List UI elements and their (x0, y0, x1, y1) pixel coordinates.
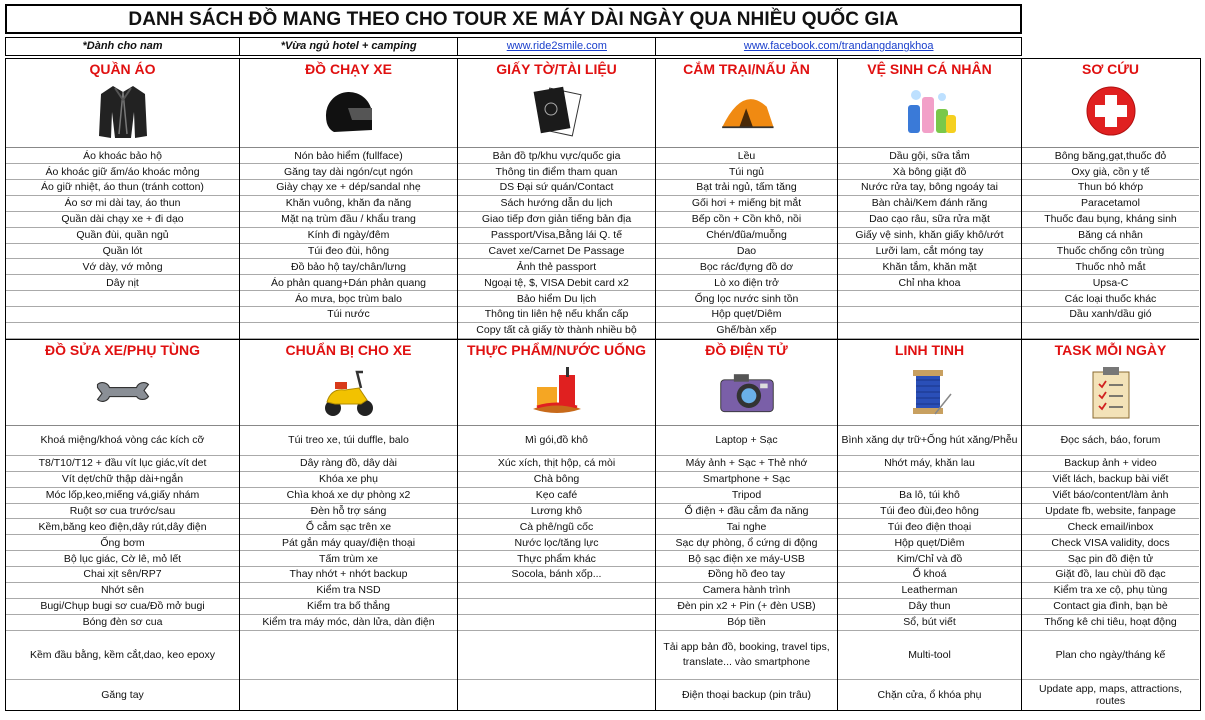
list-item: Lò xo điện trở (656, 275, 837, 291)
list-item: Nón bảo hiểm (fullface) (240, 148, 457, 164)
list-item: Móc lốp,keo,miếng vá,giấy nhám (6, 488, 239, 504)
list-item: Check VISA validity, docs (1022, 535, 1199, 551)
list-item: Kiểm tra NSD (240, 583, 457, 599)
section-title: ĐỒ CHẠY XE (305, 61, 392, 77)
list-item: Quần dài chạy xe + đi dạo (6, 212, 239, 228)
list-item: Dao cạo râu, sữa rửa mặt (838, 212, 1021, 228)
section-title: SƠ CỨU (1081, 61, 1139, 77)
list-item: Bếp cồn + Cồn khô, nồi (656, 212, 837, 228)
section-title: CẮM TRẠI/NẤU ĂN (683, 61, 810, 77)
toiletries-icon (900, 81, 960, 141)
list-item: Kiểm tra bố thắng (240, 599, 457, 615)
wrench-icon (93, 362, 153, 422)
list-item: Pát gắn máy quay/điện thoại (240, 535, 457, 551)
list-item: Dây thun (838, 599, 1021, 615)
list-item: Chà bông (458, 472, 655, 488)
list-item: Nước lọc/tăng lực (458, 535, 655, 551)
list-item: Túi đeo đùi, hông (240, 244, 457, 260)
list-item: Passport/Visa,Bằng lái Q. tế (458, 228, 655, 244)
list-item: Đèn hỗ trợ sáng (240, 504, 457, 520)
list-item: Thay nhớt + nhớt backup (240, 567, 457, 583)
section-header-clothes (6, 59, 239, 148)
scooter-icon (319, 362, 379, 422)
list-item: Áo sơ mi dài tay, áo thun (6, 196, 239, 212)
list-item: Kính đi ngày/đêm (240, 228, 457, 244)
list-item: Laptop + Sạc (656, 426, 837, 456)
list-item: Tấm trùm xe (240, 551, 457, 567)
list-item: Nước rửa tay, bông ngoáy tai (838, 180, 1021, 196)
jacket-icon (93, 81, 153, 141)
list-item: Plan cho ngày/tháng kế (1022, 631, 1199, 681)
section-header-daily-tasks (1022, 339, 1199, 426)
section-header-hygiene (838, 59, 1021, 148)
list-item: Cà phê/ngũ cốc (458, 519, 655, 535)
first-aid-icon (1081, 81, 1141, 141)
list-item: Chén/đũa/muỗng (656, 228, 837, 244)
list-item: Cavet xe/Carnet De Passage (458, 244, 655, 260)
list-item: Backup ảnh + video (1022, 456, 1199, 472)
list-item: Sách hướng dẫn du lịch (458, 196, 655, 212)
list-item: Multi-tool (838, 631, 1021, 681)
list-item: Viết báo/content/làm ảnh (1022, 488, 1199, 504)
list-item: Bóp tiền (656, 615, 837, 631)
page-title: DANH SÁCH ĐỒ MANG THEO CHO TOUR XE MÁY DÀI NGÀY QUA NHIỀU QUỐC GIA (5, 4, 1022, 34)
list-item: Check email/inbox (1022, 519, 1199, 535)
list-item: Bộ sạc điện xe máy-USB (656, 551, 837, 567)
list-item (6, 291, 239, 307)
list-item: Bản đồ tp/khu vực/quốc gia (458, 148, 655, 164)
subheader-row (5, 37, 1022, 56)
note-men: *Dành cho nam (5, 38, 240, 55)
list-item: Giao tiếp đơn giản tiếng bản địa (458, 212, 655, 228)
list-item: Viết lách, backup bài viết (1022, 472, 1199, 488)
list-item: Chìa khoá xe dự phòng x2 (240, 488, 457, 504)
list-item (458, 599, 655, 615)
list-item: Áo khoác giữ ấm/áo khoác mỏng (6, 164, 239, 180)
list-item: Khoá miệng/khoá vòng các kích cỡ (6, 426, 239, 456)
list-item (240, 631, 457, 681)
list-item: Bộ lục giác, Cờ lê, mỏ lết (6, 551, 239, 567)
list-item: Nhớt sên (6, 583, 239, 599)
checklist-icon (1081, 362, 1141, 422)
list-item: Kiểm tra xe cộ, phụ tùng (1022, 583, 1199, 599)
list-item: Chặn cửa, ổ khóa phụ (877, 688, 982, 701)
list-item: Bàn chải/Kem đánh răng (838, 196, 1021, 212)
list-item: Túi đeo đùi,đeo hông (838, 504, 1021, 520)
list-item (240, 323, 457, 339)
list-item: Áo khoác bảo hộ (6, 148, 239, 164)
list-item (458, 631, 655, 681)
list-item: Lưỡi lam, cắt móng tay (838, 244, 1021, 260)
list-item: Thông tin liên hệ nếu khẩn cấp (458, 307, 655, 323)
list-item: Quần đùi, quần ngủ (6, 228, 239, 244)
section-title: TASK MỖI NGÀY (1054, 341, 1167, 358)
list-item: Sạc pin đồ điện tử (1022, 551, 1199, 567)
list-item: Kềm,băng keo điện,dây rút,dây điện (6, 519, 239, 535)
list-item: Túi ngủ (656, 164, 837, 180)
list-item: Thuốc đau bụng, kháng sinh (1022, 212, 1199, 228)
list-item: Giặt đồ, lau chùi đồ đạc (1022, 567, 1199, 583)
section-header-repair (6, 339, 239, 426)
section-header-misc (838, 339, 1021, 426)
camera-icon (717, 362, 777, 422)
list-item: Vớ dày, vớ mỏng (6, 259, 239, 275)
list-item: Hộp quẹt/Diêm (656, 307, 837, 323)
note-hotel-camping: *Vừa ngủ hotel + camping (240, 38, 458, 55)
list-item: Sổ, bút viết (838, 615, 1021, 631)
list-item: Ống lọc nước sinh tồn (656, 291, 837, 307)
list-item: Xúc xích, thịt hộp, cá mòi (458, 456, 655, 472)
list-item: Dây nịt (6, 275, 239, 291)
list-item: Lều (656, 148, 837, 164)
list-item: Găng tay dài ngón/cụt ngón (240, 164, 457, 180)
list-item: Dao (656, 244, 837, 260)
column-2 (240, 59, 458, 710)
list-item: Paracetamol (1022, 196, 1199, 212)
list-item: Túi nước (240, 307, 457, 323)
list-item: Băng cá nhân (1022, 228, 1199, 244)
list-item: Mặt nạ trùm đầu / khẩu trang (240, 212, 457, 228)
list-item: Áo giữ nhiệt, áo thun (tránh cotton) (6, 180, 239, 196)
list-item: Găng tay (101, 688, 144, 701)
list-item (240, 680, 457, 710)
section-header-electronics (656, 339, 837, 426)
list-item: Thun bó khớp (1022, 180, 1199, 196)
list-item: Sạc dự phòng, ổ cứng di động (656, 535, 837, 551)
list-item: Quần lót (6, 244, 239, 260)
list-item: Bọc rác/đựng đồ dơ (656, 259, 837, 275)
list-item: Update app, maps, attractions, routes (1039, 682, 1182, 707)
list-item: Ba lô, túi khô (838, 488, 1021, 504)
list-item: Ổ điện + đầu cắm đa năng (656, 504, 837, 520)
section-title: QUẦN ÁO (89, 61, 156, 77)
list-item: Bóng đèn sơ cua (6, 615, 239, 631)
list-item (838, 472, 1021, 488)
fast-food-icon (527, 362, 587, 422)
list-item: Túi treo xe, túi duffle, balo (240, 426, 457, 456)
column-5 (838, 59, 1022, 710)
list-item: Thông tin điểm tham quan (458, 164, 655, 180)
list-item (1022, 323, 1199, 339)
list-item: Ống bơm (6, 535, 239, 551)
section-header-first-aid (1022, 59, 1199, 148)
section-header-riding-gear (240, 59, 457, 148)
list-item: Bảo hiểm Du lịch (458, 291, 655, 307)
list-item (6, 307, 239, 323)
list-item: Dầu xanh/dầu gió (1022, 307, 1199, 323)
section-title: THỰC PHẨM/NƯỚC UỐNG (466, 341, 647, 358)
website-link[interactable]: www.ride2smile.com (458, 38, 656, 55)
list-item: Xà bông giặt đồ (838, 164, 1021, 180)
list-item: Bông băng,gạt,thuốc đỏ (1022, 148, 1199, 164)
list-item: Đèn pin x2 + Pin (+ đèn USB) (656, 599, 837, 615)
list-item: Kim/Chỉ và đồ (838, 551, 1021, 567)
list-item: Bugi/Chụp bugi sơ cua/Đồ mở bugi (6, 599, 239, 615)
section-title: GIẤY TỜ/TÀI LIỆU (496, 61, 617, 77)
list-item: Kiểm tra máy móc, dàn lửa, dàn điện (240, 615, 457, 631)
list-item: Thuốc nhỏ mắt (1022, 259, 1199, 275)
list-item: Áo mưa, bọc trùm balo (240, 291, 457, 307)
column-3 (458, 59, 656, 710)
checklist-grid (5, 58, 1201, 711)
list-item: Leatherman (838, 583, 1021, 599)
tent-icon (717, 81, 777, 141)
list-item: Khóa xe phụ (240, 472, 457, 488)
list-item: Smartphone + Sạc (656, 472, 837, 488)
list-item: Hộp quẹt/Diêm (838, 535, 1021, 551)
list-item: Khăn vuông, khăn đa năng (240, 196, 457, 212)
list-item: Oxy già, cồn y tế (1022, 164, 1199, 180)
list-item: Copy tất cả giấy tờ thành nhiều bộ (458, 323, 655, 339)
list-item (838, 323, 1021, 339)
section-header-camping (656, 59, 837, 148)
list-item: Đồng hồ đeo tay (656, 567, 837, 583)
list-item (458, 680, 655, 710)
list-item: Bình xăng dự trữ+Ống hút xăng/Phễu (838, 426, 1021, 456)
list-item: Chai xịt sên/RP7 (6, 567, 239, 583)
section-title: LINH TINH (894, 341, 965, 358)
list-item: Ổ cắm sạc trên xe (240, 519, 457, 535)
list-item: Ghế/bàn xếp (656, 323, 837, 339)
list-item: Tai nghe (656, 519, 837, 535)
list-item: Ngoại tệ, $, VISA Debit card x2 (458, 275, 655, 291)
section-title: CHUẨN BỊ CHO XE (285, 341, 412, 358)
column-6 (1022, 59, 1199, 710)
list-item: Ảnh thẻ passport (458, 259, 655, 275)
list-item: Điện thoại backup (pin trâu) (682, 688, 811, 701)
section-title: VỆ SINH CÁ NHÂN (867, 61, 992, 77)
list-item: Camera hành trình (656, 583, 837, 599)
list-item: Túi đeo điện thoại (838, 519, 1021, 535)
list-item: Update fb, website, fanpage (1022, 504, 1199, 520)
list-item: Đồ bảo hộ tay/chân/lưng (240, 259, 457, 275)
thread-spool-icon (900, 362, 960, 422)
list-item: Kềm đầu bằng, kềm cắt,dao, keo epoxy (6, 631, 239, 681)
section-header-food (458, 339, 655, 426)
facebook-link[interactable]: www.facebook.com/trandangdangkhoa (656, 38, 1022, 55)
passport-icon (527, 81, 587, 141)
list-item: Chỉ nha khoa (838, 275, 1021, 291)
list-item: Máy ảnh + Sạc + Thẻ nhớ (656, 456, 837, 472)
list-item: Kẹo café (458, 488, 655, 504)
list-item: Áo phản quang+Dán phản quang (240, 275, 457, 291)
list-item: Giấy vệ sinh, khăn giấy khô/ướt (838, 228, 1021, 244)
list-item (458, 583, 655, 599)
list-item: Upsa-C (1022, 275, 1199, 291)
list-item: Mì gói,đồ khô (458, 426, 655, 456)
column-1 (6, 59, 240, 710)
list-item: Ổ khoá (838, 567, 1021, 583)
list-item (838, 307, 1021, 323)
list-item: Tripod (656, 488, 837, 504)
list-item: Thực phẩm khác (458, 551, 655, 567)
list-item: Vít dẹt/chữ thập dài+ngắn (6, 472, 239, 488)
column-4 (656, 59, 838, 710)
list-item (838, 291, 1021, 307)
section-header-bike-prep (240, 339, 457, 426)
list-item: Giày chạy xe + dép/sandal nhẹ (240, 180, 457, 196)
list-item: Dầu gội, sữa tắm (838, 148, 1021, 164)
list-item: Nhớt máy, khăn lau (838, 456, 1021, 472)
list-item: Khăn tắm, khăn mặt (838, 259, 1021, 275)
list-item: Socola, bánh xốp... (458, 567, 655, 583)
list-item: Thuốc chống côn trùng (1022, 244, 1199, 260)
list-item: Bạt trải ngủ, tấm tăng (656, 180, 837, 196)
list-item (6, 323, 239, 339)
list-item: Dây ràng đồ, dây dài (240, 456, 457, 472)
list-item: Thống kê chi tiêu, hoạt động (1022, 615, 1199, 631)
section-header-documents (458, 59, 655, 148)
list-item (458, 615, 655, 631)
list-item: Ruột sơ cua trước/sau (6, 504, 239, 520)
list-item: Đọc sách, báo, forum (1022, 426, 1199, 456)
list-item: Tải app bản đồ, booking, travel tips, translate... vào smartphone (656, 631, 837, 681)
section-title: ĐỒ ĐIỆN TỬ (705, 341, 788, 358)
list-item: T8/T10/T12 + đầu vít lục giác,vít det (6, 456, 239, 472)
section-title: ĐỒ SỬA XE/PHỤ TÙNG (45, 341, 200, 358)
list-item: Gối hơi + miếng bịt mắt (656, 196, 837, 212)
list-item: Contact gia đình, bạn bè (1022, 599, 1199, 615)
list-item: Các loại thuốc khác (1022, 291, 1199, 307)
list-item: DS Đại sứ quán/Contact (458, 180, 655, 196)
list-item: Lương khô (458, 504, 655, 520)
helmet-icon (319, 81, 379, 141)
